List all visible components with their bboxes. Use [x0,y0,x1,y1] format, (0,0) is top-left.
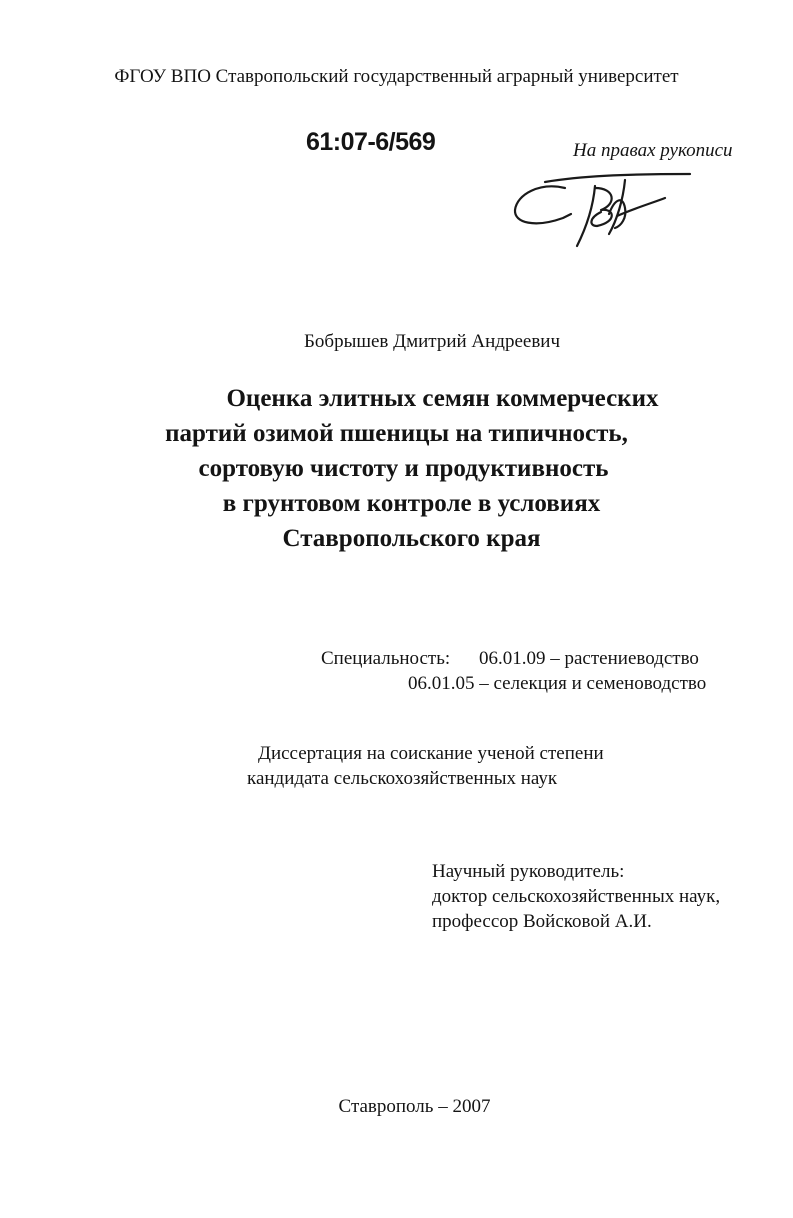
institution-name: ФГОУ ВПО Ставропольский государственный аграрный университет [114,66,679,87]
degree-statement-line: кандидата сельскохозяйственных наук [247,768,558,789]
specialty-item: 06.01.09 – растениеводство [479,648,699,669]
title-line: Ставропольского края [282,525,541,552]
dissertation-title [0,381,793,556]
rights-note: На правах рукописи [573,140,733,161]
handwritten-signature [505,168,695,253]
title-line: в грунтовом контроле в условиях [222,490,601,517]
title-line: Оценка элитных семян коммерческих [226,385,659,412]
supervisor-name: профессор Войсковой А.И. [432,911,652,932]
supervisor-label: Научный руководитель: [432,861,625,882]
author-name: Бобрышев Дмитрий Андреевич [304,331,561,352]
supervisor-degree: доктор сельскохозяйственных наук, [432,886,721,907]
specialty-item: 06.01.05 – селекция и семеноводство [408,673,707,694]
degree-statement-line: Диссертация на соискание ученой степени [258,743,604,764]
specialty-label: Специальность: [321,648,451,669]
city-year: Ставрополь – 2007 [338,1096,491,1117]
title-line: сортовую чистоту и продуктивность [198,455,609,482]
title-line: партий озимой пшеницы на типичность, [165,420,628,447]
library-index-code: 61:07-6/569 [306,128,436,156]
